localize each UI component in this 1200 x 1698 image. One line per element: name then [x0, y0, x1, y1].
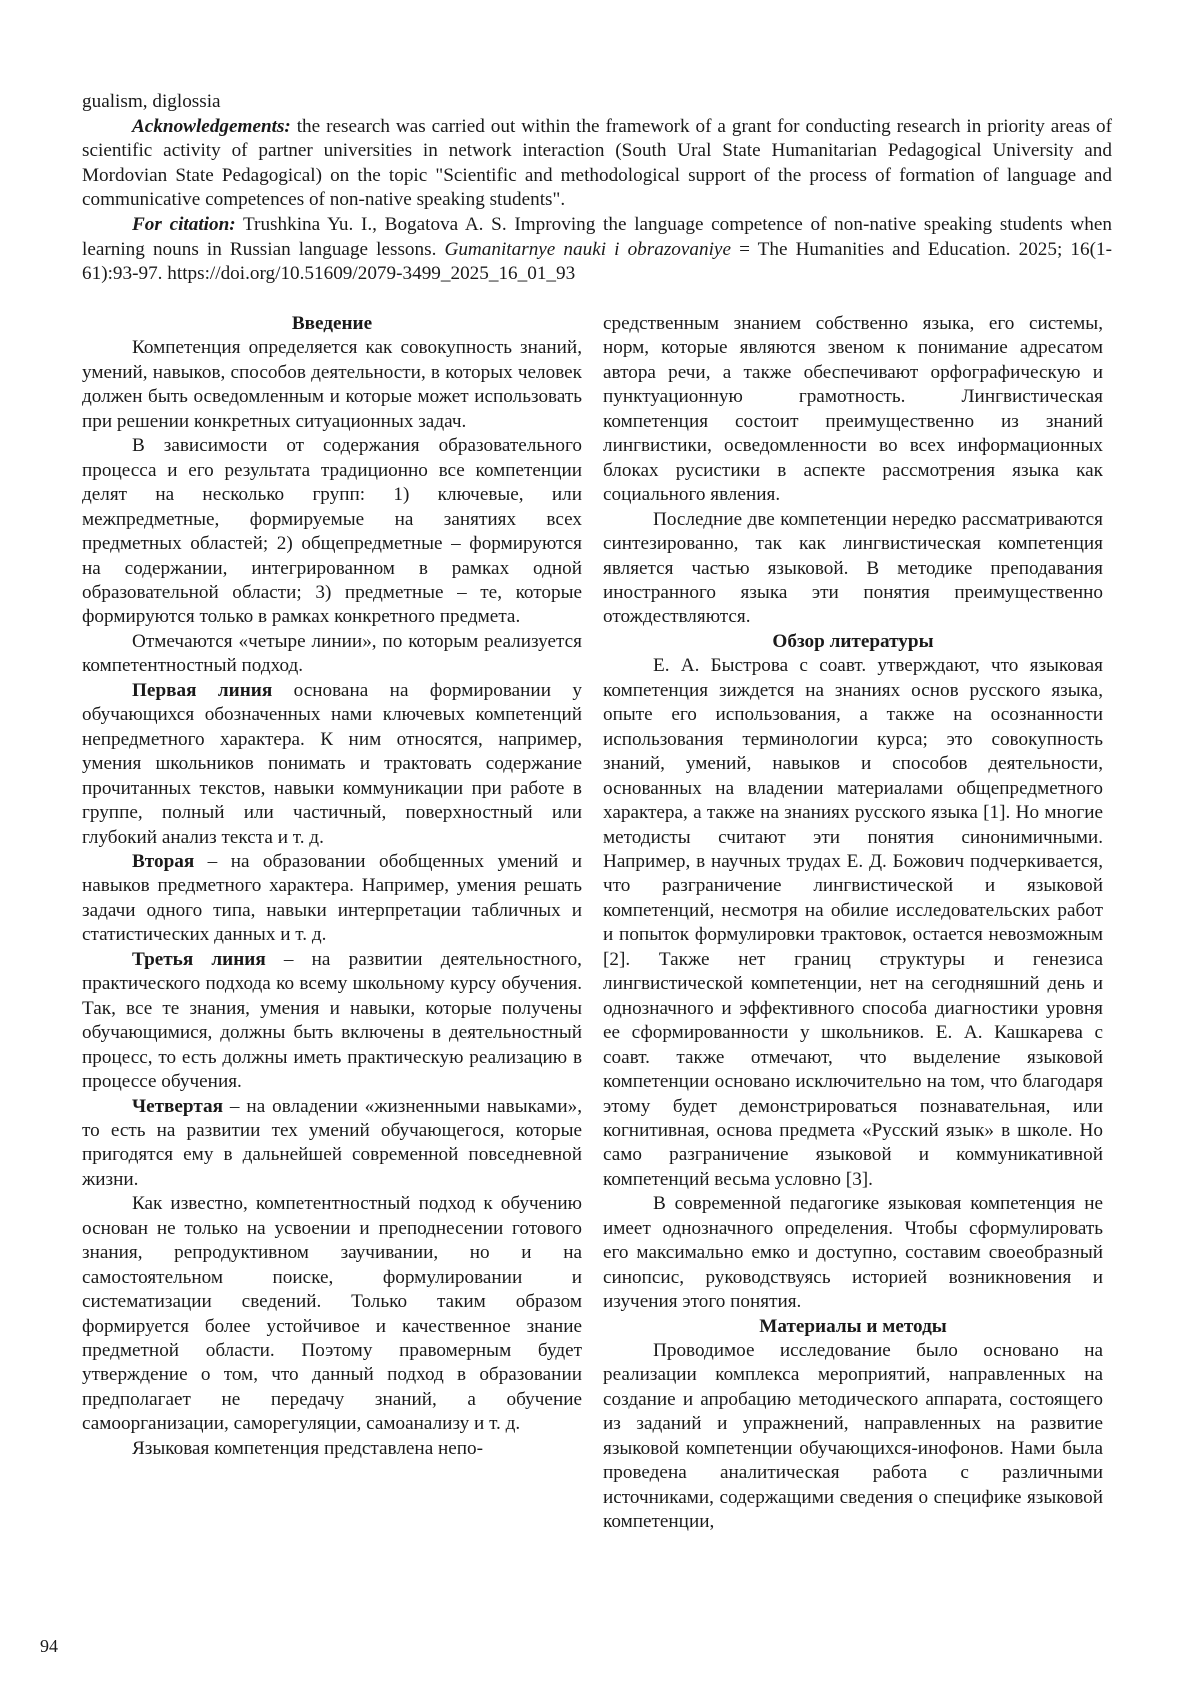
paragraph: Е. А. Быстрова с соавт. утверждают, что языковая компетенция зиждется на знаниях основ русского языка, опыте его использования, а также на осознанности использования терминологии курса; это совокупность знаний, умений, навыков и способов деятельности, основанных на владении материалами общепредметного характера, а также на знаниях русского языка [1]. Но многие методисты считают эти понятия синонимичными. Например, в научных трудах Е. Д. Божович подчеркивается, что разграничение лингвистической и языковой компетенций, несмотря на обилие исследовательских работ и попыток формулировки трактовок, остается невозможным [2]. Также нет границ структуры и генезиса лингвистической компетенции, нет на сегодняшний день и однозначного и эффективного способа диагностики уровня ее сформированности у школьников. Е. А. Кашкарева с соавт. также отмечают, что выделение языковой компетенции основано исключительно на том, что благодаря этому будет демонстрироваться познавательная, или когнитивная, основа предмета «Русский язык» в школе. Но само разграничение языковой и коммуникативной компетенций весьма условно [3]. — [603, 655, 1103, 1190]
paragraph: Третья линия – на развитии деятельностного, практического подхода ко всему школьному курсу обучения. Так, все те знания, умения и навыки, которые получены обучающимися, должны быть включены в деятельностный процесс, то есть должны иметь практическую реализацию в процессе обучения. — [82, 948, 582, 1093]
paragraph: Четвертая – на овладении «жизненными навыками», то есть на развитии тех умений обучающегося, которые пригодятся ему в дальнейшей современной повседневной жизни. — [82, 1095, 582, 1190]
paragraph: Компетенция определяется как совокупность знаний, умений, навыков, способов деятельности, в которых человек должен быть осведомленным и которые может использовать при решении конкретных ситуационных задач. — [82, 337, 582, 432]
paragraph: Вторая – на образовании обобщенных умений и навыков предметного характера. Например, умения решать задачи одного типа, навыки интерпретации табличных и статистических данных и т. д. — [82, 850, 582, 946]
line-lead: Вторая — [132, 850, 195, 872]
paragraph: В современной педагогике языковая компетенция не имеет однозначного определения. Чтобы сформулировать его максимально емко и доступно, составим своеобразный синопсис, руководствуясь историей возникновения и изучения этого понятия. — [603, 1193, 1103, 1313]
citation-rest: = The Humanities and Education. 2025; 16(1-61):93-97. https://doi.org/10.51609/2079-3499_2025_16_01_93 — [82, 238, 1112, 285]
keywords-tail: gualism, diglossia — [82, 91, 221, 112]
citation — [82, 213, 1112, 287]
paragraph: средственным знанием собственно языка, его системы, норм, которые являются звеном к понимание адресатом автора речи, а также обеспечивают орфографическую и пунктуационную грамотность. Лингвистическая компетенция состоит преимущественно из знаний лингвистики, осведомленности во всех информационных блоках русистики в аспекте рассмотрения языка как социального явления. — [603, 313, 1103, 506]
acknowledgements-label: Acknowledgements: — [132, 115, 291, 137]
page-number: 94 — [40, 1636, 58, 1656]
right-column — [603, 312, 1103, 1535]
citation-text: Trushkina Yu. I., Bogatova A. S. Improving the language competence of non-native speaking students when learning nouns in Russian language lessons. — [82, 213, 1112, 260]
paragraph: Языковая компетенция представлена непо- — [132, 1437, 484, 1459]
line-lead: Четвертая — [132, 1095, 223, 1117]
citation-label: For citation: — [132, 213, 236, 235]
line-lead: Первая линия — [132, 679, 273, 701]
acknowledgements-text: the research was carried out within the framework of a grant for conducting research in priority areas of scientific activity of partner universities in network interaction (South Ural State Humanitarian Pedagogical University and Mordovian State Pedagogical) on the topic "Scientific and methodological support of the process of formation of language and communicative competences of non-native speaking students". — [82, 115, 1112, 211]
citation-journal: Gumanitarnye nauki i obrazovaniye — [444, 238, 731, 260]
line-lead: Третья линия — [132, 948, 266, 970]
section-heading-introduction: Введение — [291, 313, 373, 334]
section-heading-literature-review: Обзор литературы — [772, 630, 934, 652]
paragraph: Первая линия основана на формировании у обучающихся обозначенных нами ключевых компетенций непредметного характера. К ним относятся, например, умения школьников понимать и трактовать содержание прочитанных текстов, навыки коммуникации при работе в группе, полный или частичный, поверхностный или глубокий анализ текста и т. д. — [82, 679, 582, 848]
paragraph: Отмечаются «четыре линии», по которым реализуется компетентностный подход. — [82, 630, 582, 677]
paragraph: Проводимое исследование было основано на реализации комплекса мероприятий, направленных на создание и апробацию методического аппарата, состоящего из заданий и упражнений, направленных на развитие языковой компетенции обучающихся-инофонов. Нами была проведена аналитическая работа с различными источниками, содержащими сведения о специфике языковой компетенции, — [603, 1340, 1103, 1533]
left-column — [82, 312, 582, 1461]
acknowledgements — [82, 115, 1112, 213]
paragraph: Как известно, компетентностный подход к обучению основан не только на усвоении и преподнесении готового знания, репродуктивном заучивании, но и на самостоятельном поиске, формулировании и систематизации сведений. Только таким образом формируется более устойчивое и качественное знание предметной области. Поэтому правомерным будет утверждение о том, что данный подход в образовании предполагает не передачу знаний, а обучение самоорганизации, саморегуляции, самоанализу и т. д. — [82, 1193, 582, 1435]
paragraph: Последние две компетенции нередко рассматриваются синтезированно, так как лингвистическая компетенция является частью языковой. В методике преподавания иностранного языка эти понятия преимущественно отождествляются. — [603, 508, 1103, 628]
paragraph: В зависимости от содержания образовательного процесса и его результата традиционно все компетенции делят на несколько групп: 1) ключевые, или межпредметные, формируемые на занятиях всех предметных областей; 2) общепредметные – формируются на содержании, интегрированном в рамках одной образовательной области; 3) предметные – те, которые формируются только в рамках конкретного предмета. — [82, 435, 582, 628]
section-heading-materials-methods: Материалы и методы — [759, 1315, 947, 1337]
front-matter — [82, 90, 1112, 287]
